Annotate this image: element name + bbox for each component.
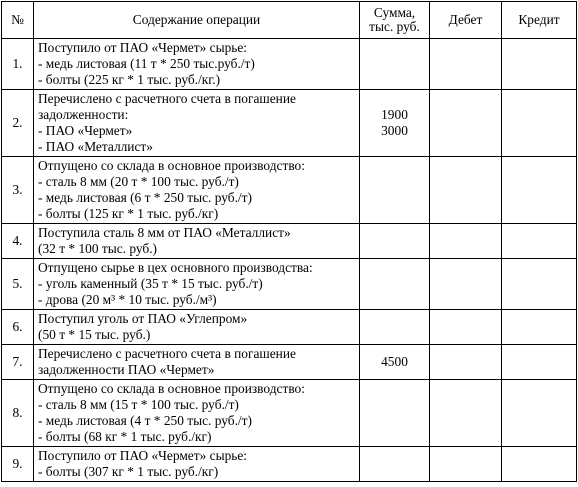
operation-description [34,90,360,157]
credit-cell[interactable] [502,39,577,90]
description-line: - медь листовая (6 т * 250 тыс. руб./т) [38,190,252,205]
operation-description [34,157,360,224]
sum-cell [360,224,430,259]
operation-description [34,447,360,482]
header-number: № [2,2,34,39]
table-row [2,310,577,345]
row-number: 3. [2,157,34,224]
row-number: 1. [2,39,34,90]
description-line: задолженности ПАО «Чермет» [38,362,215,377]
table-row [2,345,577,380]
description-line: Поступило от ПАО «Чермет» сырье: [38,448,248,463]
debit-cell[interactable] [430,259,502,310]
debit-cell[interactable] [430,39,502,90]
description-line: - ПАО «Чермет» [38,123,133,138]
row-number: 4. [2,224,34,259]
header-debit: Дебет [430,2,502,39]
operation-description [34,380,360,447]
description-line: - болты (225 кг * 1 тыс. руб./кг.) [38,72,221,87]
sum-cell [360,90,430,157]
description-line: - медь листовая (11 т * 250 тыс.руб./т) [38,56,255,71]
row-number: 6. [2,310,34,345]
table-row [2,224,577,259]
description-line: задолженности: [38,107,129,122]
row-number: 5. [2,259,34,310]
debit-cell[interactable] [430,345,502,380]
operation-description [34,345,360,380]
description-line: - сталь 8 мм (15 т * 100 тыс. руб./т) [38,397,239,412]
sum-cell [360,157,430,224]
description-line: Перечислено с расчетного счета в погашение [38,346,296,361]
description-line: Отпущено со склада в основное производство: [38,158,305,173]
description-line: Поступила сталь 8 мм от ПАО «Металлист» [38,225,291,240]
sum-cell [360,447,430,482]
credit-cell[interactable] [502,380,577,447]
header-description: Содержание операции [34,2,360,39]
header-row [2,2,577,39]
operation-description [34,39,360,90]
table-row [2,90,577,157]
sum-cell [360,380,430,447]
operation-description [34,259,360,310]
table-row [2,380,577,447]
row-number: 7. [2,345,34,380]
row-number: 2. [2,90,34,157]
table-body [2,39,577,482]
table-row [2,259,577,310]
description-line: (50 т * 15 тыс. руб.) [38,327,151,342]
operations-table [1,1,577,482]
credit-cell[interactable] [502,345,577,380]
description-line: - медь листовая (4 т * 250 тыс. руб./т) [38,413,252,428]
sum-cell [360,345,430,380]
sum-cell [360,310,430,345]
debit-cell[interactable] [430,157,502,224]
credit-cell[interactable] [502,157,577,224]
debit-cell[interactable] [430,447,502,482]
credit-cell[interactable] [502,310,577,345]
description-line: (32 т * 100 тыс. руб.) [38,241,158,256]
description-line: Поступил уголь от ПАО «Углепром» [38,311,248,326]
description-line: - болты (307 кг * 1 тыс. руб./кг) [38,464,219,479]
table-row [2,157,577,224]
credit-cell[interactable] [502,224,577,259]
header-sum-line1: Сумма, [373,5,416,20]
description-line: - болты (125 кг * 1 тыс. руб./кг) [38,206,219,221]
table-row [2,39,577,90]
header-sum-line2: тыс. руб. [369,19,420,34]
sum-cell [360,39,430,90]
description-line: - ПАО «Металлист» [38,139,153,154]
description-line: Поступило от ПАО «Чермет» сырье: [38,40,248,55]
header-sum [360,2,430,39]
description-line: - болты (68 кг * 1 тыс. руб./кг) [38,429,212,444]
operation-description [34,224,360,259]
debit-cell[interactable] [430,380,502,447]
sum-value: 4500 [381,354,408,369]
description-line: Перечислено с расчетного счета в погашение [38,91,296,106]
sum-value: 1900 [381,107,408,122]
credit-cell[interactable] [502,90,577,157]
description-line: - сталь 8 мм (20 т * 100 тыс. руб./т) [38,174,239,189]
debit-cell[interactable] [430,90,502,157]
debit-cell[interactable] [430,310,502,345]
description-line: - уголь каменный (35 т * 15 тыс. руб./т) [38,276,263,291]
table-header [2,2,577,39]
sum-cell [360,259,430,310]
header-credit: Кредит [502,2,577,39]
description-line: Отпущено со склада в основное производство: [38,381,305,396]
description-line: - дрова (20 м³ * 10 тыс. руб./м³) [38,292,217,307]
credit-cell[interactable] [502,259,577,310]
row-number: 9. [2,447,34,482]
credit-cell[interactable] [502,447,577,482]
sum-value: 3000 [381,123,408,138]
description-line: Отпущено сырье в цех основного производства: [38,260,313,275]
debit-cell[interactable] [430,224,502,259]
row-number: 8. [2,380,34,447]
operation-description [34,310,360,345]
table-row [2,447,577,482]
